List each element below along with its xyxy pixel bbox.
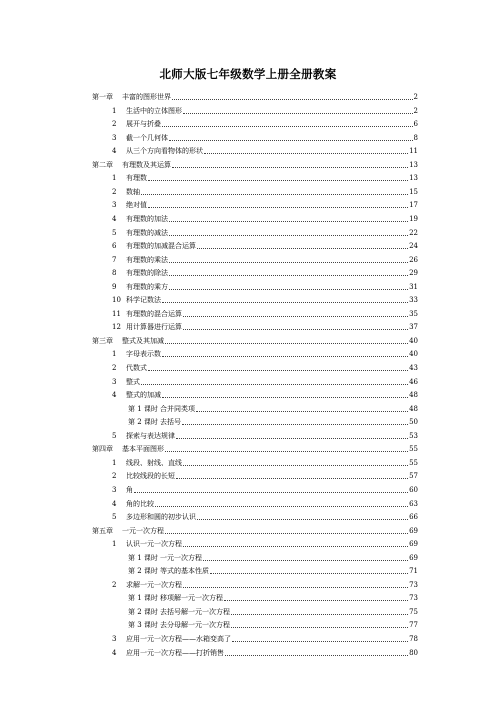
toc-section-row[interactable]: [112, 630, 418, 644]
toc-section-row[interactable]: [112, 495, 418, 509]
toc-entry-title: 展开与折叠: [126, 120, 161, 129]
toc-entry-title: 有理数的加法: [126, 214, 168, 223]
toc-entry-number: 1: [112, 174, 117, 183]
toc-page-number: 73: [409, 580, 418, 589]
toc-page-number: 43: [409, 364, 418, 372]
toc-entry-number: 第二章: [92, 160, 113, 169]
toc-lesson-row[interactable]: [128, 589, 418, 603]
toc-dot-leader: [141, 194, 408, 195]
toc-dot-leader: [141, 384, 408, 385]
toc-section-row[interactable]: [112, 251, 418, 265]
toc-section-row[interactable]: [112, 224, 418, 238]
toc-entry-number: 第 1 课时: [128, 404, 158, 413]
toc-page-number: 46: [409, 377, 418, 386]
toc-dot-leader: [176, 438, 408, 439]
toc-entry-number: 第 2 课时: [128, 418, 158, 427]
toc-dot-leader: [165, 451, 408, 452]
toc-entry-number: 1: [112, 106, 117, 115]
toc-dot-leader: [231, 627, 408, 628]
toc-dot-leader: [225, 655, 408, 656]
toc-page-number: 63: [409, 499, 418, 508]
toc-section-row[interactable]: [112, 318, 418, 332]
toc-dot-leader: [169, 262, 408, 263]
toc-section-row[interactable]: [112, 210, 418, 224]
toc-page-number: 35: [409, 309, 418, 318]
toc-entry-title: 角的比较: [126, 499, 154, 508]
toc-dot-leader: [155, 506, 408, 507]
toc-page-number: 48: [409, 404, 418, 413]
toc-entry-title: 有理数的混合运算: [126, 309, 182, 318]
toc-entry-title: 应用一元一次方程——打折销售: [126, 648, 224, 657]
toc-entry-title: 整式: [126, 377, 140, 386]
toc-dot-leader: [148, 180, 408, 181]
toc-section-row[interactable]: [112, 535, 418, 549]
toc-lesson-row[interactable]: [128, 616, 418, 630]
toc-entry-title: 认识一元一次方程: [126, 540, 182, 549]
toc-entry-number: 2: [112, 120, 117, 129]
toc-entry-title: 丰富的图形世界: [122, 93, 171, 101]
toc-entry-number: 1: [112, 540, 117, 549]
toc-page-number: 40: [409, 336, 418, 345]
toc-entry-number: 第三章: [92, 336, 113, 345]
toc-lesson-row[interactable]: [128, 549, 418, 563]
toc-entry-title: 整式及其加减: [122, 336, 164, 345]
toc-entry-number: 4: [112, 391, 117, 400]
toc-page-number: 57: [409, 472, 418, 481]
toc-page-number: 69: [409, 526, 418, 535]
toc-dot-leader: [148, 207, 408, 208]
toc-entry-title: 科学记数法: [126, 296, 161, 305]
toc-entry-title: 比较线段的长短: [126, 472, 175, 481]
toc-entry-title: 去分母解一元一次方程: [160, 621, 230, 630]
toc-page-number: 77: [409, 621, 418, 630]
toc-entry-title: 多边形和圆的初步认识: [126, 513, 196, 522]
toc-entry-title: 从三个方向看物体的形状: [126, 147, 203, 156]
toc-entry-number: 第 1 课时: [128, 553, 158, 562]
toc-section-row[interactable]: [112, 264, 418, 278]
toc-page-number: 69: [409, 553, 418, 562]
toc-section-row[interactable]: [112, 427, 418, 441]
toc-entry-number: 4: [112, 648, 117, 657]
toc-section-row[interactable]: [112, 183, 418, 197]
toc-entry-title: 有理数及其运算: [122, 160, 171, 169]
toc-entry-number: 6: [112, 242, 117, 251]
toc-entry-title: 有理数的乘法: [126, 255, 168, 264]
toc-page-number: 24: [409, 242, 418, 251]
toc-page-number: 50: [409, 418, 418, 427]
toc-entry-title: 合并同类项: [160, 404, 195, 413]
toc-entry-title: 一元一次方程: [160, 553, 202, 562]
toc-dot-leader: [162, 397, 408, 398]
toc-page-number: 6: [413, 120, 418, 129]
toc-entry-title: 移项解一元一次方程: [160, 594, 223, 603]
toc-dot-leader: [162, 356, 408, 357]
toc-page-number: 40: [409, 350, 418, 359]
toc-page-number: 22: [409, 228, 418, 237]
toc-entry-title: 数轴: [126, 187, 140, 196]
toc-page-number: 13: [409, 160, 418, 169]
toc-dot-leader: [169, 221, 408, 222]
toc-entry-number: 5: [112, 431, 117, 440]
toc-dot-leader: [169, 289, 408, 290]
toc-entry-number: 2: [112, 364, 117, 372]
toc-entry-number: 4: [112, 147, 117, 156]
toc-lesson-row[interactable]: [128, 562, 418, 576]
toc-section-row[interactable]: [112, 345, 418, 359]
toc-section-row[interactable]: [112, 102, 418, 116]
toc-entry-number: 第五章: [92, 526, 113, 535]
toc-entry-title: 线段、射线、直线: [126, 458, 182, 467]
toc-dot-leader: [134, 492, 408, 493]
toc-entry-number: 5: [112, 228, 117, 237]
toc-entry-number: 第 2 课时: [128, 567, 158, 576]
toc-entry-number: 5: [112, 513, 117, 522]
toc-page-number: 66: [409, 513, 418, 522]
toc-entry-title: 用计算器进行运算: [126, 323, 182, 332]
toc-dot-leader: [183, 113, 413, 114]
toc-page-number: 60: [409, 485, 418, 494]
toc-dot-leader: [162, 126, 413, 127]
toc-entry-title: 应用一元一次方程——水箱变高了: [126, 635, 231, 643]
toc-entry-number: 9: [112, 282, 117, 291]
toc-lesson-row[interactable]: [128, 400, 418, 414]
toc-section-row[interactable]: [112, 386, 418, 400]
toc-page-number: 13: [409, 174, 418, 183]
toc-lesson-row[interactable]: [128, 413, 418, 427]
toc-page-number: 53: [409, 431, 418, 440]
toc-page-number: 80: [409, 648, 418, 657]
toc-entry-number: 4: [112, 214, 117, 223]
toc-section-row[interactable]: [112, 115, 418, 129]
toc-page-number: 48: [409, 391, 418, 400]
toc-section-row[interactable]: [112, 169, 418, 183]
toc-entry-title: 有理数的加减混合运算: [126, 242, 196, 251]
toc-page-number: 15: [409, 187, 418, 196]
toc-entry-title: 角: [126, 485, 133, 494]
toc-entry-number: 第 2 课时: [128, 607, 158, 616]
toc-page-number: 8: [413, 133, 418, 142]
toc-entry-title: 截一个几何体: [126, 133, 168, 142]
toc-page-number: 71: [409, 567, 418, 576]
toc-entry-number: 1: [112, 350, 117, 359]
toc-dot-leader: [196, 411, 408, 412]
toc-entry-number: 3: [112, 133, 117, 142]
toc-page-number: 29: [409, 269, 418, 278]
toc-entry-title: 基本平面图形: [122, 445, 164, 454]
toc-chapter-row[interactable]: [92, 156, 418, 170]
toc-section-row[interactable]: [112, 467, 418, 481]
toc-dot-leader: [169, 140, 413, 141]
toc-dot-leader: [197, 519, 408, 520]
toc-page-number: 19: [409, 214, 418, 223]
toc-entry-number: 8: [112, 269, 117, 278]
toc-lesson-row[interactable]: [128, 603, 418, 617]
toc-page-number: 17: [409, 201, 418, 210]
toc-entry-number: 12: [112, 323, 121, 332]
toc-page-number: 33: [409, 296, 418, 305]
toc-entry-number: 7: [112, 255, 117, 264]
toc-page-number: 69: [409, 540, 418, 549]
toc-entry-number: 2: [112, 472, 117, 481]
toc-section-row[interactable]: [112, 142, 418, 156]
toc-entry-title: 字母表示数: [126, 350, 161, 359]
toc-dot-leader: [169, 275, 408, 276]
toc-dot-leader: [224, 600, 408, 601]
toc-entry-title: 有理数: [126, 174, 147, 183]
toc-dot-leader: [204, 153, 408, 154]
toc-dot-leader: [165, 533, 408, 534]
toc-entry-title: 整式的加减: [126, 391, 161, 400]
toc-dot-leader: [165, 343, 408, 344]
toc-entry-title: 代数式: [126, 364, 147, 372]
toc-entry-title: 求解一元一次方程: [126, 580, 182, 589]
toc-dot-leader: [169, 235, 408, 236]
toc-entry-number: 11: [112, 309, 121, 318]
toc-page-number: 2: [413, 93, 418, 101]
toc-section-row[interactable]: [112, 644, 418, 658]
toc-section-row[interactable]: [112, 359, 418, 373]
toc-chapter-row[interactable]: [92, 522, 418, 536]
toc-dot-leader: [182, 424, 408, 425]
toc-page-number: 26: [409, 255, 418, 264]
toc-page-number: 37: [409, 323, 418, 332]
toc-dot-leader: [210, 573, 408, 574]
toc-entry-number: 4: [112, 499, 117, 508]
toc-entry-title: 有理数的减法: [126, 228, 168, 237]
toc-entry-title: 生活中的立体图形: [126, 106, 182, 115]
toc-entry-title: 去括号解一元一次方程: [160, 607, 230, 616]
toc-section-row[interactable]: [112, 129, 418, 143]
toc-chapter-row[interactable]: [92, 88, 418, 102]
toc-entry-number: 3: [112, 485, 117, 494]
toc-section-row[interactable]: [112, 454, 418, 468]
toc-dot-leader: [197, 248, 408, 249]
toc-entry-title: 去括号: [160, 418, 181, 427]
toc-chapter-row[interactable]: [92, 332, 418, 346]
toc-entry-number: 1: [112, 458, 117, 467]
toc-page-number: 55: [409, 458, 418, 467]
toc-section-row[interactable]: [112, 481, 418, 495]
toc-dot-leader: [162, 302, 408, 303]
toc-entry-number: 第四章: [92, 445, 113, 454]
toc-page-number: 73: [409, 594, 418, 603]
toc-section-row[interactable]: [112, 196, 418, 210]
toc-entry-number: 2: [112, 580, 117, 589]
toc-chapter-row[interactable]: [92, 440, 418, 454]
toc-page-number: 75: [409, 607, 418, 616]
toc-entry-number: 3: [112, 377, 117, 386]
toc-entry-number: 第 3 课时: [128, 621, 158, 630]
toc-entry-number: 2: [112, 187, 117, 196]
toc-entry-title: 有理数的乘方: [126, 282, 168, 291]
toc-dot-leader: [203, 560, 408, 561]
toc-entry-number: 3: [112, 635, 117, 643]
toc-dot-leader: [172, 99, 413, 100]
toc-page-number: 11: [409, 147, 418, 156]
toc-section-row[interactable]: [112, 576, 418, 590]
toc-page-number: 2: [413, 106, 418, 115]
toc-entry-title: 等式的基本性质: [160, 567, 209, 576]
toc-entry-number: 3: [112, 201, 117, 210]
toc-page-number: 55: [409, 445, 418, 454]
toc-dot-leader: [183, 329, 408, 330]
toc-section-row[interactable]: [112, 237, 418, 251]
toc-page-number: 78: [409, 635, 418, 643]
toc-dot-leader: [183, 587, 408, 588]
toc-page-number: 31: [409, 282, 418, 291]
toc-dot-leader: [148, 370, 408, 371]
document-title: 北师大版七年级数学上册全册教案: [159, 67, 337, 81]
toc-dot-leader: [231, 614, 408, 615]
toc-entry-title: 探索与表达规律: [126, 431, 175, 440]
toc-dot-leader: [172, 167, 408, 168]
toc-section-row[interactable]: [112, 373, 418, 387]
toc-entry-number: 第一章: [92, 93, 113, 101]
toc-dot-leader: [232, 641, 408, 642]
toc-dot-leader: [183, 546, 408, 547]
toc-section-row[interactable]: [112, 305, 418, 319]
toc-section-row[interactable]: [112, 278, 418, 292]
toc-dot-leader: [183, 316, 408, 317]
toc-entry-title: 一元一次方程: [122, 526, 164, 535]
toc-dot-leader: [176, 478, 408, 479]
toc-entry-title: 绝对值: [126, 201, 147, 210]
toc-dot-leader: [183, 465, 408, 466]
toc-entry-number: 10: [112, 296, 121, 305]
toc-entry-title: 有理数的除法: [126, 269, 168, 278]
toc-section-row[interactable]: [112, 291, 418, 305]
toc-entry-number: 第 1 课时: [128, 594, 158, 603]
toc-section-row[interactable]: [112, 508, 418, 522]
